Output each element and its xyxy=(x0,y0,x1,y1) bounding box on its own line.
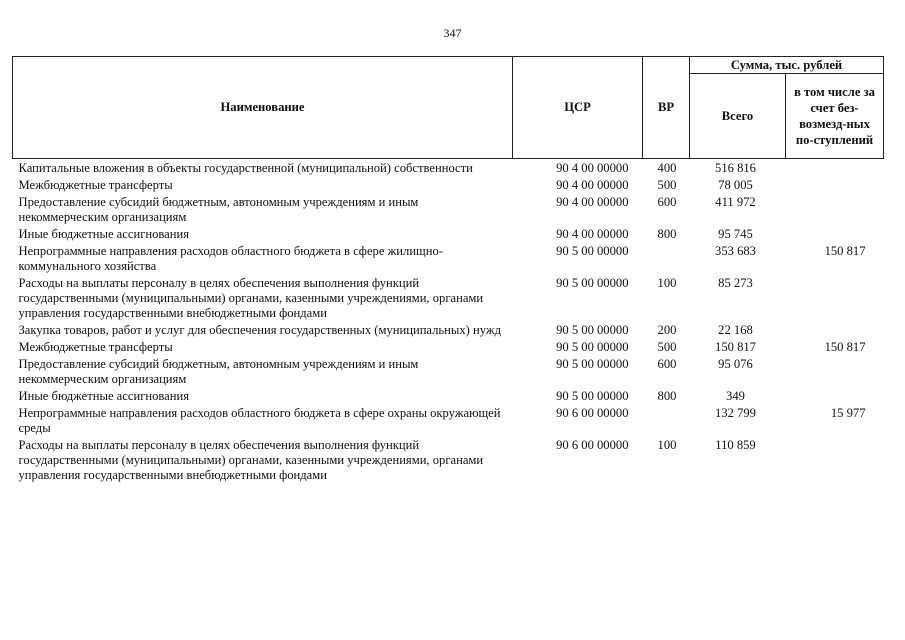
row-total: 150 817 xyxy=(715,340,756,354)
row-free: 15 977 xyxy=(830,406,866,420)
header-free: в том числе за счет без-возмезд-ных по-ступлений xyxy=(786,74,884,159)
row-name: Межбюджетные трансферты xyxy=(18,178,173,192)
row-total: 95 076 xyxy=(718,357,753,371)
row-csr: 90 5 00 00000 xyxy=(556,244,629,258)
row-name: Непрограммные направления расходов областного бюджета в сфере жилищно-коммунального хозяйства xyxy=(18,244,443,273)
row-vr: 100 xyxy=(657,276,677,290)
table-row xyxy=(13,194,884,226)
row-vr: 200 xyxy=(657,323,677,337)
row-free xyxy=(786,159,884,178)
row-free xyxy=(786,275,884,322)
row-name: Предоставление субсидий бюджетным, автономным учреждениям и иным некоммерческим организациям xyxy=(18,357,419,386)
header-total: Всего xyxy=(690,74,786,159)
page-number: 347 xyxy=(443,26,462,40)
row-name: Расходы на выплаты персоналу в целях обеспечения выполнения функций государственными (муниципальными) органами, казенными учреждениями, органами управления государственными внебюджетными фондами xyxy=(18,276,484,320)
row-csr: 90 4 00 00000 xyxy=(556,195,629,209)
row-vr: 500 xyxy=(657,340,677,354)
row-csr: 90 5 00 00000 xyxy=(556,340,629,354)
row-csr: 90 5 00 00000 xyxy=(556,389,629,403)
row-csr: 90 4 00 00000 xyxy=(556,178,629,192)
row-free xyxy=(786,226,884,243)
table-row xyxy=(13,437,884,484)
table-row xyxy=(13,159,884,178)
row-vr: 500 xyxy=(657,178,677,192)
row-vr: 600 xyxy=(657,357,677,371)
table-body xyxy=(13,159,884,485)
table-row xyxy=(13,177,884,194)
row-total: 516 816 xyxy=(715,161,756,175)
row-free xyxy=(786,437,884,484)
row-vr: 600 xyxy=(657,195,677,209)
header-name: Наименование xyxy=(13,57,513,159)
row-name: Межбюджетные трансферты xyxy=(18,340,173,354)
row-free xyxy=(786,388,884,405)
table-row xyxy=(13,388,884,405)
row-name: Закупка товаров, работ и услуг для обеспечения государственных (муниципальных) нужд xyxy=(18,323,501,337)
row-name: Иные бюджетные ассигнования xyxy=(18,389,190,403)
row-csr: 90 5 00 00000 xyxy=(556,276,629,290)
row-csr: 90 5 00 00000 xyxy=(556,357,629,371)
table-row xyxy=(13,356,884,388)
row-csr: 90 4 00 00000 xyxy=(556,227,629,241)
row-total: 78 005 xyxy=(718,178,753,192)
row-total: 22 168 xyxy=(718,323,753,337)
table-row xyxy=(13,405,884,437)
row-total: 349 xyxy=(726,389,745,403)
row-total: 95 745 xyxy=(718,227,753,241)
row-csr: 90 6 00 00000 xyxy=(556,406,629,420)
row-vr: 400 xyxy=(657,161,677,175)
row-free xyxy=(786,177,884,194)
table-row xyxy=(13,226,884,243)
row-total: 353 683 xyxy=(715,244,756,258)
table-row xyxy=(13,243,884,275)
row-free xyxy=(786,194,884,226)
row-csr: 90 4 00 00000 xyxy=(556,161,629,175)
header-vr: ВР xyxy=(643,57,690,159)
row-total: 110 859 xyxy=(715,438,756,452)
header-sum: Сумма, тыс. рублей xyxy=(690,57,884,74)
row-vr xyxy=(643,243,690,275)
row-name: Предоставление субсидий бюджетным, автономным учреждениям и иным некоммерческим организациям xyxy=(18,195,419,224)
row-total: 85 273 xyxy=(718,276,753,290)
row-name: Иные бюджетные ассигнования xyxy=(18,227,190,241)
table-header xyxy=(13,57,884,159)
row-free xyxy=(786,356,884,388)
row-name: Расходы на выплаты персоналу в целях обеспечения выполнения функций государственными (муниципальными) органами, казенными учреждениями, органами управления государственными внебюджетными фондами xyxy=(18,438,484,482)
table-row xyxy=(13,339,884,356)
row-free xyxy=(786,322,884,339)
row-free: 150 817 xyxy=(824,340,866,354)
table-row xyxy=(13,275,884,322)
header-csr: ЦСР xyxy=(513,57,643,159)
row-vr xyxy=(643,405,690,437)
budget-table xyxy=(12,56,884,484)
row-name: Непрограммные направления расходов областного бюджета в сфере охраны окружающей среды xyxy=(18,406,501,435)
row-vr: 800 xyxy=(657,227,677,241)
row-csr: 90 5 00 00000 xyxy=(556,323,629,337)
row-csr: 90 6 00 00000 xyxy=(556,438,629,452)
row-total: 411 972 xyxy=(715,195,756,209)
table-row xyxy=(13,322,884,339)
row-vr: 100 xyxy=(657,438,677,452)
row-free: 150 817 xyxy=(824,244,866,258)
row-total: 132 799 xyxy=(715,406,756,420)
row-name: Капитальные вложения в объекты государственной (муниципальной) собственности xyxy=(18,161,473,175)
row-vr: 800 xyxy=(657,389,677,403)
